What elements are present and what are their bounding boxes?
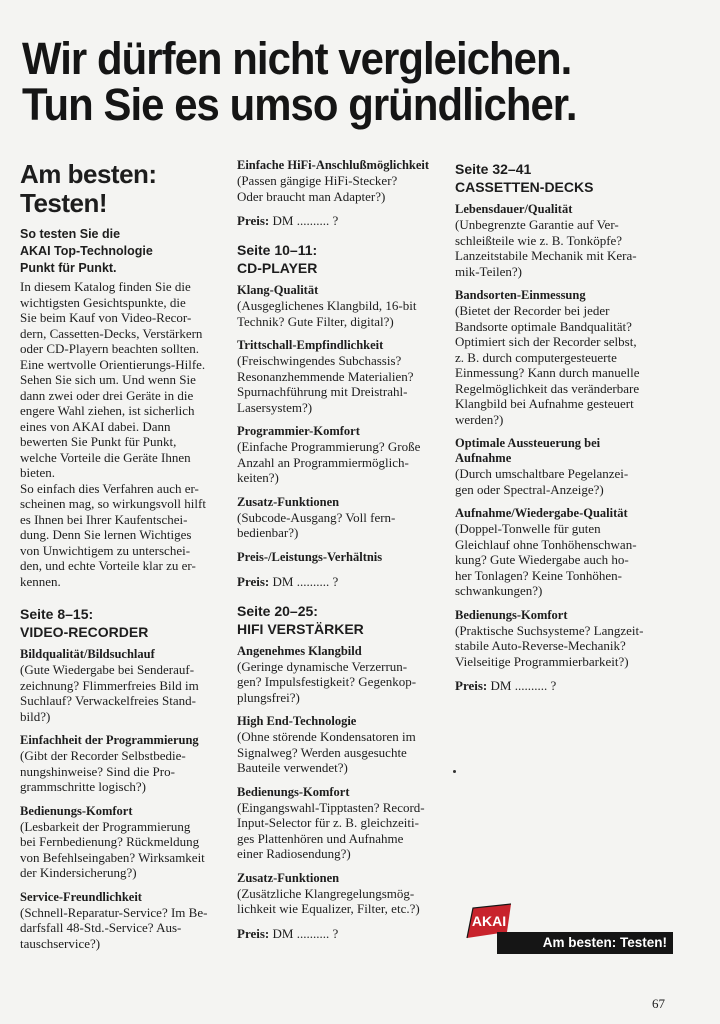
intro-subtitle: So testen Sie die AKAI Top-Technologie Punkt für Punkt. <box>20 227 153 275</box>
section-cassette-items <box>455 202 695 669</box>
cd-item-text: Technik? Gute Filter, digital?) <box>237 313 394 329</box>
section-amp-items <box>237 644 449 917</box>
video-item-text: von Befehlseingaben? Wirksamkeit <box>20 849 205 865</box>
cd-item-text: Spurnachführung mit Dreistrahl- <box>237 384 408 399</box>
akai-logo-block <box>455 898 673 954</box>
cassette-item-text: (Doppel-Tonwelle für guten <box>455 521 601 536</box>
cd-item-title: Trittschall-Empfindlichkeit <box>237 338 384 352</box>
amp-item-text: gen? Impulsfestigkeit? Gegenkop- <box>237 674 417 689</box>
cassette-item-text: her Tonlagen? Keine Tonhöhen- <box>455 567 623 583</box>
cassette-item-text: (Durch umschaltbare Pegelanzei- <box>455 466 629 481</box>
video-item-text: (Gute Wiedergabe bei Senderauf- <box>20 662 195 677</box>
cassette-item-text: Lanzeitstabile Mechanik mit Kera- <box>455 248 637 263</box>
cassette-price: Preis: DM .......... ? <box>455 678 557 693</box>
amp-item-text: (Zusätzliche Klangregelungsmög- <box>237 885 415 901</box>
video-item-title: Einfachheit der Programmierung <box>20 733 199 747</box>
cassette-item-title: Aufnahme/Wiedergabe-Qualität <box>455 506 628 520</box>
video-item <box>20 647 228 724</box>
cd-item <box>237 338 449 415</box>
cassette-item-title: Optimale Aussteuerung bei <box>455 436 601 450</box>
video-item-text: Suchlauf? Verwackelfreies Stand- <box>20 693 196 708</box>
cassette-item <box>455 288 695 427</box>
section-cassette-heading: Seite 32–41 CASSETTEN-DECKS <box>455 161 594 195</box>
cassette-item-text: Bandsorte optimale Bandqualität? <box>455 318 632 334</box>
amp-item <box>237 871 449 917</box>
video-item-text: bild?) <box>20 708 51 724</box>
video-item-text: der Kindersicherung?) <box>20 865 137 880</box>
video-item <box>20 804 228 881</box>
cassette-item-text: (Bietet der Recorder bei jeder <box>455 303 610 318</box>
video-item-title: Bedienungs-Komfort <box>20 803 133 818</box>
page-number: 67 <box>652 996 665 1011</box>
cassette-item-title: Bedienungs-Komfort <box>455 607 568 622</box>
amp-item-text: einer Radiosendung?) <box>237 846 351 861</box>
amp-item-title: High End-Technologie <box>237 714 357 728</box>
amp-item-title: Angenehmes Klangbild <box>237 643 362 658</box>
video-item-text: nungshinweise? Sind die Pro- <box>20 763 175 779</box>
cassette-item-title: Bandsorten-Einmessung <box>455 288 586 302</box>
cassette-item-text: Gleichlauf ohne Tonhöhenschwan- <box>455 536 637 552</box>
cassette-item-text: schleißteile wie z. B. Tonköpfe? <box>455 232 623 248</box>
amp-item-text: (Eingangswahl-Tipptasten? Record- <box>237 799 425 815</box>
cassette-item-text: Regelmöglichkeit das veränderbare <box>455 380 640 396</box>
cd-item-text: (Einfache Programmierung? Große <box>237 439 421 454</box>
cassette-item <box>455 608 695 670</box>
video-item-title: Service-Freundlichkeit <box>20 889 142 904</box>
video-item-text: bei Fernbedienung? Rückmeldung <box>20 834 200 849</box>
cassette-item-text: stabile Auto-Reverse-Mechanik? <box>455 638 626 653</box>
cassette-item <box>455 436 695 497</box>
cassette-item <box>455 202 695 279</box>
amp-item-text: Input-Selector für z. B. gleichzeiti- <box>237 815 419 830</box>
video-item <box>20 890 228 952</box>
cassette-item-text: schwankungen?) <box>455 583 543 598</box>
amp-item-text: Bauteile verwendet?) <box>237 760 348 775</box>
cd-item <box>237 550 449 565</box>
amp-item-text: ges Plattenhören und Aufnahme <box>237 830 404 846</box>
slogan-bar: Am besten: Testen! <box>497 932 673 954</box>
cd-item <box>237 495 449 541</box>
video-item-text: zeichnung? Flimmerfreies Bild im <box>20 677 199 693</box>
cassette-item-text: (Praktische Suchsysteme? Langzeit- <box>455 622 644 638</box>
video-item-text: (Lesbarkeit der Programmierung <box>20 818 191 834</box>
column-2 <box>237 158 449 946</box>
amp-item-text: lichkeit wie Equalizer, Filter, etc.?) <box>237 901 420 916</box>
video-item-text: grammschritte logisch?) <box>20 779 146 794</box>
column-3 <box>455 158 695 698</box>
section-cd-items <box>237 283 449 565</box>
amp-item-text: plungsfrei?) <box>237 689 300 705</box>
cassette-item-text: werden?) <box>455 411 504 427</box>
stray-mark <box>453 770 456 773</box>
amp-item-text: (Geringe dynamische Verzerrun- <box>237 658 408 674</box>
amp-item-title: Zusatz-Funktionen <box>237 870 340 885</box>
akai-logo-text: AKAI <box>471 913 507 929</box>
page-headline <box>22 33 654 130</box>
video-price: Preis: DM .......... ? <box>237 213 339 228</box>
amp-item-text: Signalweg? Werden ausgesuchte <box>237 744 407 760</box>
section-cd-heading: Seite 10–11: CD-PLAYER <box>237 242 318 276</box>
cd-item-title: Klang-Qualität <box>237 283 319 297</box>
cassette-item-title: Aufnahme <box>455 451 512 465</box>
column-1 <box>20 158 228 960</box>
section-amp-heading: Seite 20–25: HIFI VERSTÄRKER <box>237 602 364 637</box>
intro-paragraph-1: In diesem Katalog finden Sie die wichtigsten Gesichtspunkte, die Sie beim Kauf von Video-Recor- dern, Cassetten-Decks, Verstärkern oder CD-Playern beachten sollten. Eine wertvolle Orientierungs-Hilfe. Sehen Sie sich um. Und wenn Sie dann zwei oder drei Geräte in die engere Wahl ziehen, ist sicherlich eines von AKAI dabei. Dann bewerten Sie Punkt für Punkt, welche Vorteile die Geräte Ihnen bieten. <box>20 279 206 480</box>
amp-item <box>237 714 449 776</box>
cd-item-text: Anzahl an Programmiermöglich- <box>237 454 409 470</box>
video-item-text: tauschservice?) <box>20 935 101 951</box>
cd-item-text: Lasersystem?) <box>237 399 313 415</box>
cd-item-title: Preis-/Leistungs-Verhältnis <box>237 549 383 564</box>
cassette-item <box>455 506 695 599</box>
amp-price: Preis: DM .......... ? <box>237 925 339 941</box>
video-continued-item: Einfache HiFi-Anschlußmöglichkeit (Passen gängige HiFi-Stecker? Oder braucht man Adapter?) <box>237 158 430 204</box>
amp-item <box>237 644 449 706</box>
amp-item-title: Bedienungs-Komfort <box>237 784 350 799</box>
video-item <box>20 733 228 795</box>
cd-item-title: Programmier-Komfort <box>237 424 360 438</box>
cassette-item-text: Einmessung? Kann durch manuelle <box>455 365 640 380</box>
cd-price: Preis: DM .......... ? <box>237 573 339 589</box>
section-video-heading: Seite 8–15: VIDEO-RECORDER <box>20 606 149 640</box>
video-item-title: Bildqualität/Bildsuchlauf <box>20 647 155 661</box>
cassette-item-text: (Unbegrenzte Garantie auf Ver- <box>455 217 619 232</box>
intro-paragraph-2: So einfach dies Verfahren auch er- scheinen mag, so wirkungsvoll hilft es Ihnen bei Ihrer Kaufentschei- dung. Denn Sie lernen Wichtiges von Unwichtigem zu unterschei- den, und echte Vorteile klar zu er- kennen. <box>20 480 206 589</box>
amp-item <box>237 785 449 862</box>
video-item-text: darfsfall 48-Std.-Service? Aus- <box>20 920 182 935</box>
cd-item-title: Zusatz-Funktionen <box>237 494 340 509</box>
intro-title: Am besten: Testen! <box>20 159 157 218</box>
cassette-item-text: Optimiert sich der Recorder selbst, <box>455 334 637 349</box>
cd-item-text: (Freischwingendes Subchassis? <box>237 353 402 368</box>
video-item-text: (Gibt der Recorder Selbstbedie- <box>20 748 186 763</box>
cd-item <box>237 424 449 486</box>
cassette-item-text: mik-Teilen?) <box>455 263 522 279</box>
headline-line-2: Tun Sie es umso gründlicher. <box>22 79 577 130</box>
cd-item-text: (Subcode-Ausgang? Voll fern- <box>237 509 396 525</box>
cassette-item-text: gen oder Spectral-Anzeige?) <box>455 481 604 497</box>
amp-item-text: (Ohne störende Kondensatoren im <box>237 729 416 744</box>
cd-item-text: keiten?) <box>237 470 279 485</box>
cassette-item-text: Vielseitige Programmierbarkeit?) <box>455 653 629 669</box>
headline-line-1: Wir dürfen nicht vergleichen. <box>22 33 572 84</box>
cassette-item-text: Klangbild bei Aufnahme gesteuert <box>455 396 634 411</box>
cassette-item-title: Lebensdauer/Qualität <box>455 202 573 216</box>
section-video-items <box>20 647 228 951</box>
cd-item-text: Resonanzhemmende Materialien? <box>237 368 414 384</box>
cassette-item-text: z. B. durch computergesteuerte <box>455 349 617 365</box>
cd-item-text: (Ausgeglichenes Klangbild, 16-bit <box>237 298 417 313</box>
cd-item-text: bedienbar?) <box>237 525 299 540</box>
cd-item <box>237 283 449 329</box>
cassette-item-text: kung? Gute Wiedergabe auch ho- <box>455 552 629 567</box>
video-item-text: (Schnell-Reparatur-Service? Im Be- <box>20 904 208 920</box>
